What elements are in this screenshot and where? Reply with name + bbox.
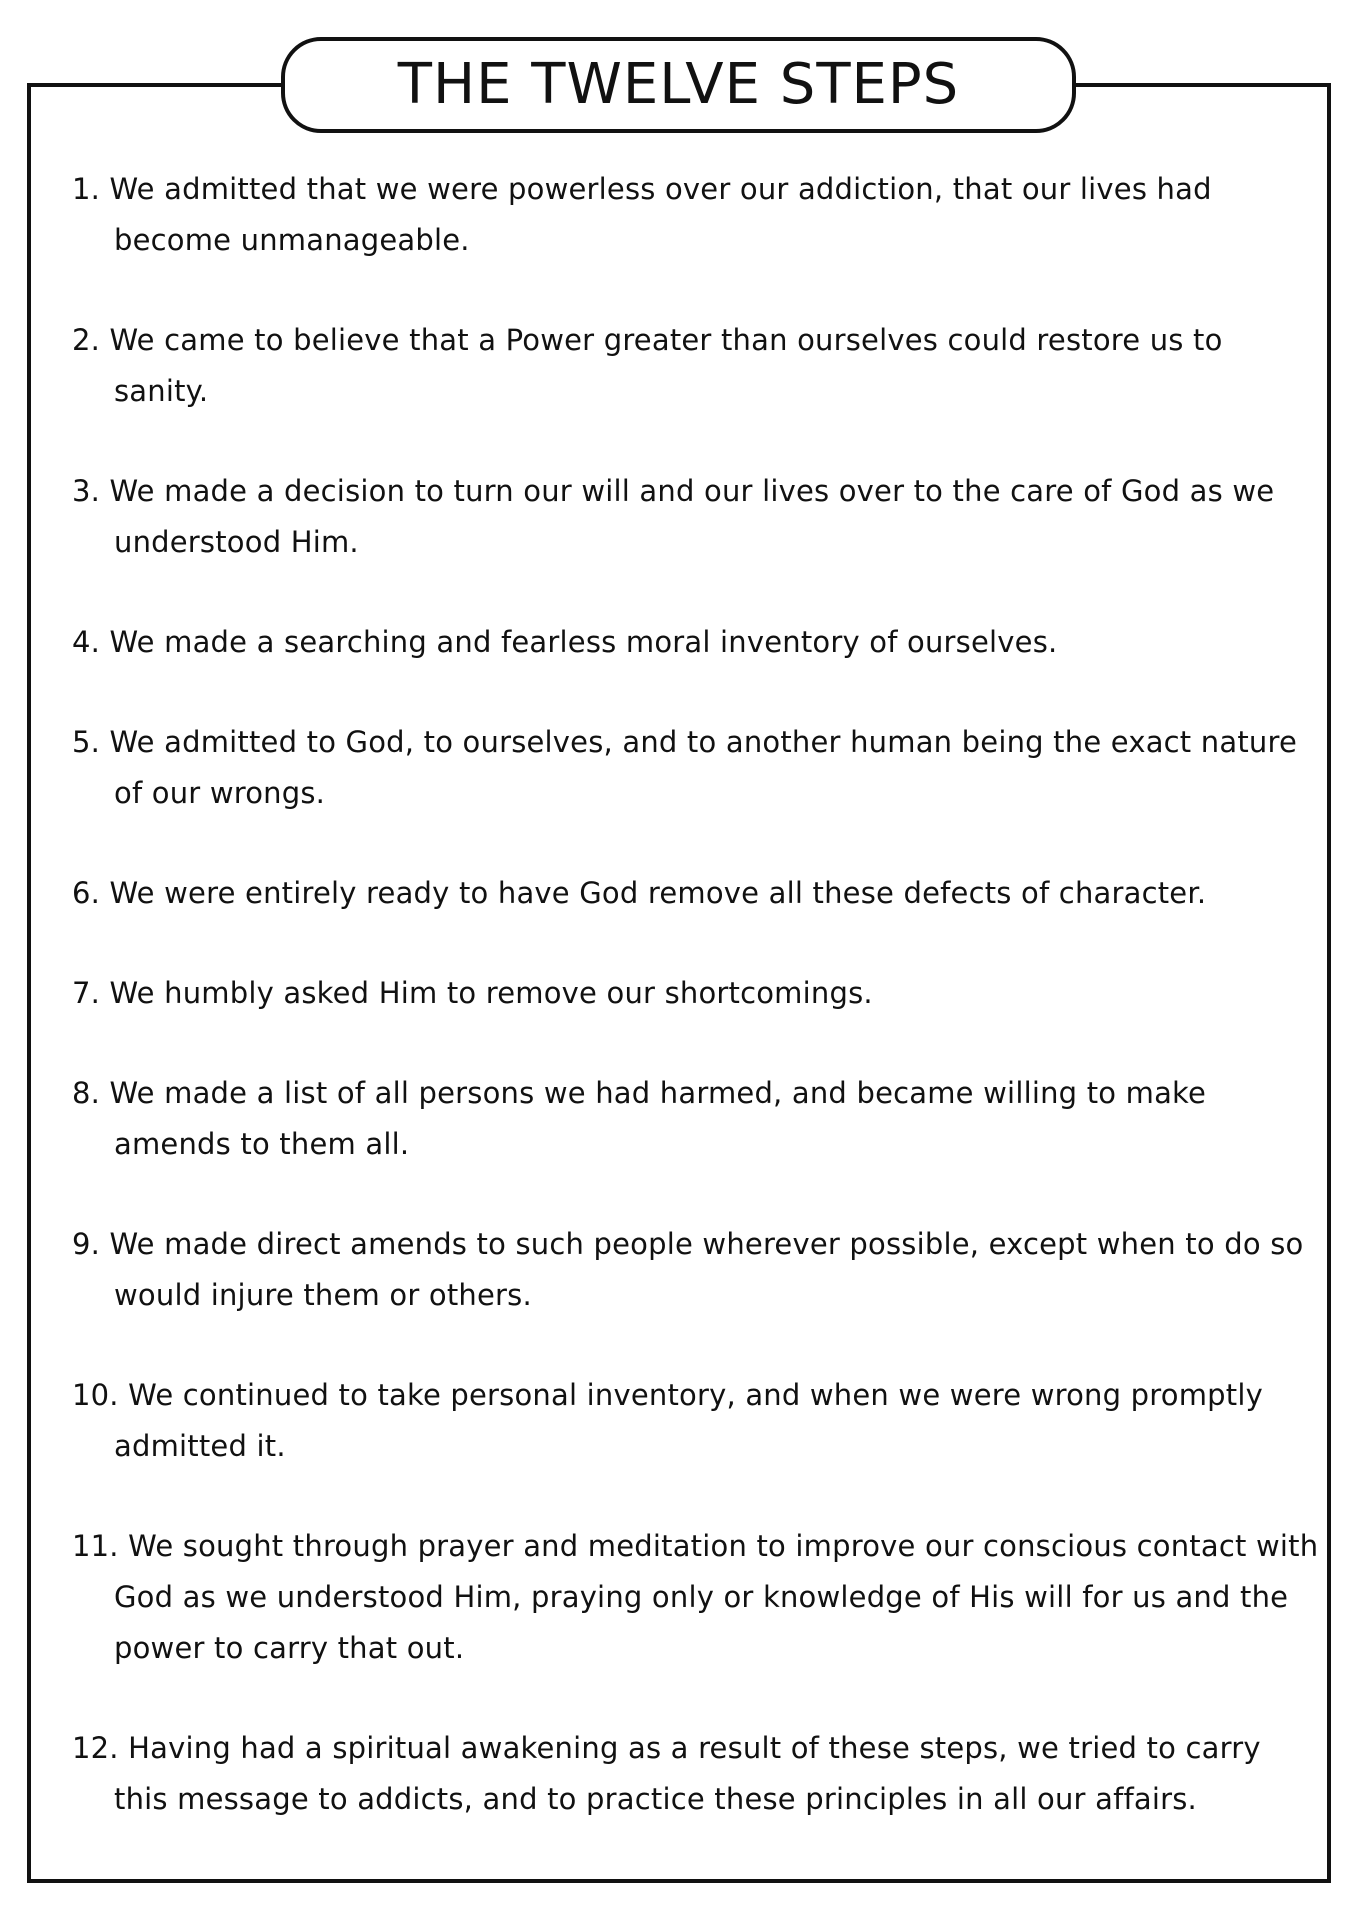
- step-number: 5.: [72, 725, 101, 759]
- step-item: [72, 1723, 1322, 1825]
- step-text: We humbly asked Him to remove our shortcomings.: [109, 976, 873, 1010]
- step-text: We sought through prayer and meditation to improve our conscious contact with God as we understood Him, praying only or knowledge of His will for us and the power to carry that out.: [114, 1529, 1319, 1665]
- step-item: [72, 1068, 1322, 1170]
- title-box: [281, 37, 1076, 133]
- step-number: 6.: [72, 876, 101, 910]
- step-item: [72, 868, 1322, 919]
- step-text: We made direct amends to such people wherever possible, except when to do so would injure them or others.: [109, 1227, 1304, 1312]
- step-item: [72, 1370, 1322, 1472]
- step-number: 7.: [72, 976, 101, 1010]
- step-number: 4.: [72, 625, 101, 659]
- step-number: 12.: [72, 1731, 119, 1765]
- step-text: We admitted to God, to ourselves, and to another human being the exact nature of our wrongs.: [109, 725, 1298, 810]
- step-text: We made a decision to turn our will and our lives over to the care of God as we understood Him.: [109, 474, 1275, 559]
- step-item: [72, 315, 1322, 417]
- step-text: We made a list of all persons we had harmed, and became willing to make amends to them all.: [109, 1076, 1207, 1161]
- step-number: 2.: [72, 323, 101, 357]
- step-item: [72, 1521, 1322, 1674]
- step-number: 10.: [72, 1378, 119, 1412]
- step-item: [72, 968, 1322, 1019]
- steps-list: [72, 164, 1322, 1874]
- step-item: [72, 717, 1322, 819]
- step-item: [72, 1219, 1322, 1321]
- step-item: [72, 164, 1322, 266]
- step-number: 8.: [72, 1076, 101, 1110]
- step-text: We made a searching and fearless moral inventory of ourselves.: [109, 625, 1058, 659]
- step-number: 1.: [72, 172, 101, 206]
- step-text: Having had a spiritual awakening as a result of these steps, we tried to carry this message to addicts, and to practice these principles in all our affairs.: [114, 1731, 1261, 1816]
- step-text: We came to believe that a Power greater than ourselves could restore us to sanity.: [109, 323, 1223, 408]
- step-number: 11.: [72, 1529, 119, 1563]
- step-text: We were entirely ready to have God remove all these defects of character.: [109, 876, 1207, 910]
- step-item: [72, 466, 1322, 568]
- step-number: 9.: [72, 1227, 101, 1261]
- step-item: [72, 617, 1322, 668]
- step-text: We continued to take personal inventory, and when we were wrong promptly admitted it.: [114, 1378, 1263, 1463]
- step-text: We admitted that we were powerless over our addiction, that our lives had become unmanageable.: [109, 172, 1212, 257]
- page-title: THE TWELVE STEPS: [397, 52, 960, 117]
- step-number: 3.: [72, 474, 101, 508]
